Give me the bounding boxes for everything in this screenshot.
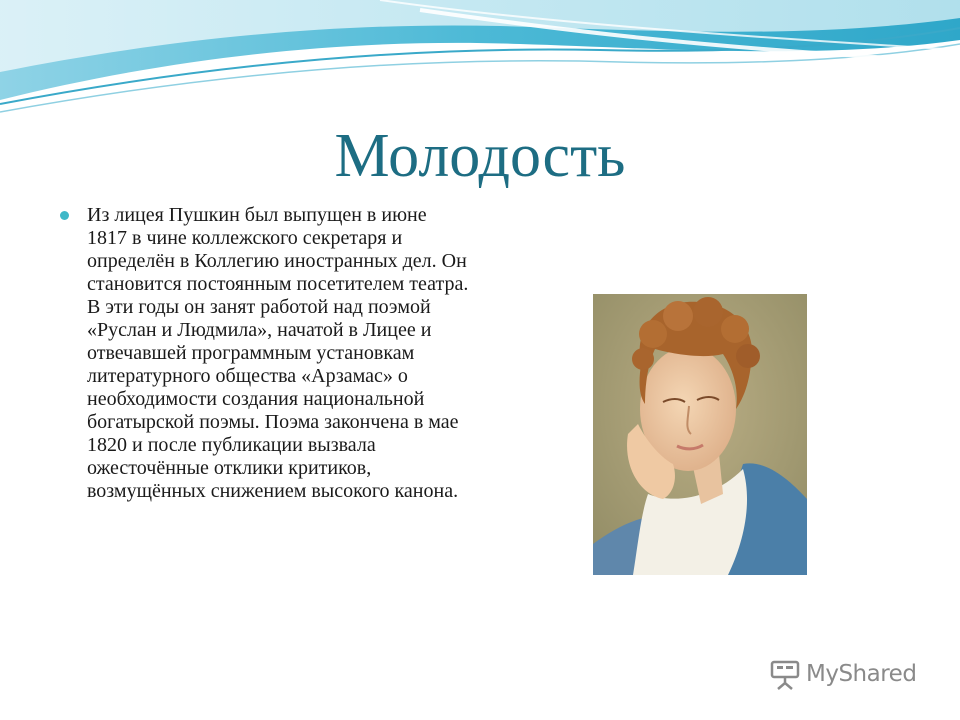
portrait-image [593,294,807,575]
presentation-board-icon [768,657,802,691]
watermark-logo [768,656,916,692]
watermark-text: MyShared [806,661,917,687]
bullet-list [60,204,470,503]
bullet-icon [60,211,69,220]
bullet-text: Из лицея Пушкин был выпущен в июне 1817 в чине коллежского секретаря и определён в Коллегию иностранных дел. Он становится постоянным посетителем театра. В эти годы он занят работой над поэмой «Руслан и Людмила», начатой в Лицее и отвечавшей программным установкам литературного общества «Арзамас» о необходимости создания национальной богатырской поэмы. Поэма закончена в мае 1820 и после публикации вызвала ожесточённые отклики критиков, возмущённых снижением высокого канона. [87,204,469,502]
slide-title: Молодость [334,122,626,190]
